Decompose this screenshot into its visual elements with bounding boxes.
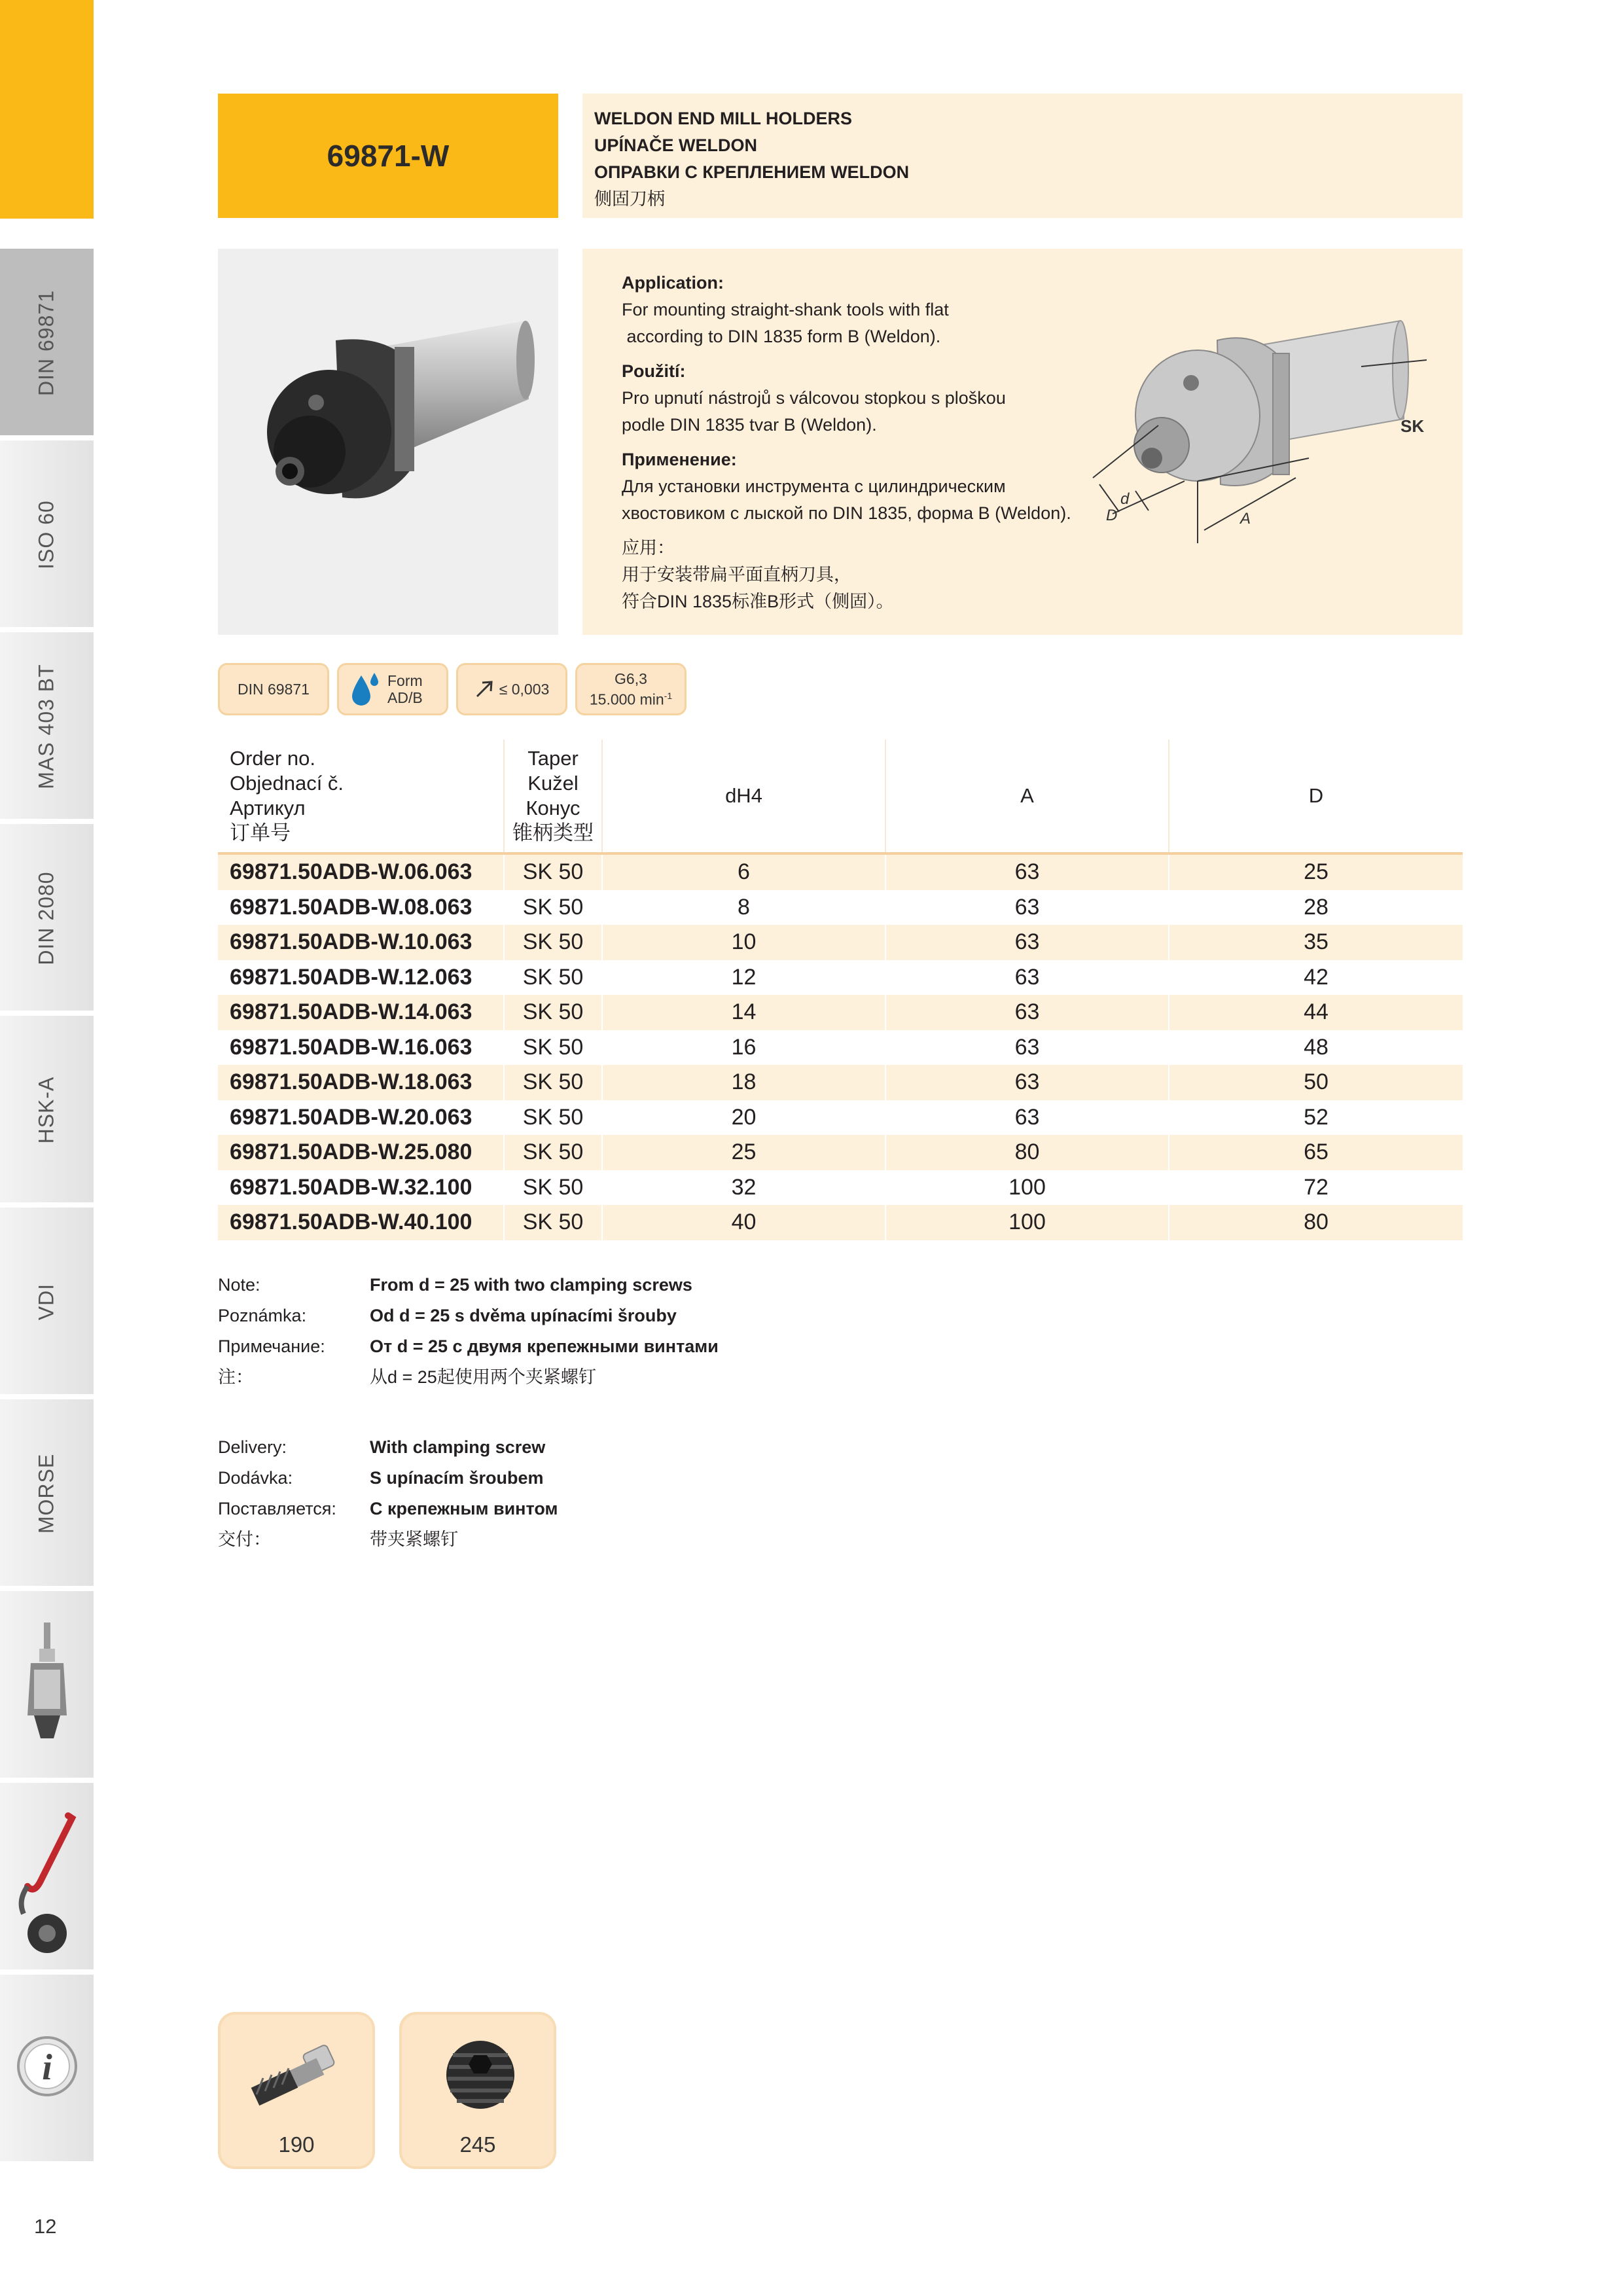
- cell-taper: SK 50: [504, 1205, 602, 1240]
- cell-dh4: 16: [602, 1030, 885, 1066]
- cell-d: 72: [1304, 1174, 1329, 1200]
- cell-dh4: 18: [602, 1065, 885, 1100]
- cell-dh4: 25: [602, 1135, 885, 1170]
- dimension-label-a: A: [1240, 510, 1251, 528]
- cell-order-no: 69871.50ADB-W.18.063: [218, 1065, 504, 1100]
- badge-balance-speed: 15.000 min: [589, 691, 664, 708]
- sidebar-tab-din-69871[interactable]: [0, 247, 94, 435]
- table-header-row: [218, 740, 1463, 853]
- note-value-ru: От d = 25 с двумя крепежными винтами: [370, 1336, 719, 1356]
- delivery-value-cz: S upínacím šroubem: [370, 1468, 544, 1488]
- cell-order-no: 69871.50ADB-W.08.063: [218, 890, 504, 925]
- product-code: 69871-W: [327, 139, 450, 173]
- cell-a: 80: [885, 1135, 1169, 1170]
- accessory-number: 190: [278, 2132, 315, 2157]
- delivery-label-ru: Поставляется:: [218, 1499, 336, 1518]
- cell-d: 35: [1304, 929, 1329, 955]
- sidebar-tab-hsk-a[interactable]: [0, 1014, 94, 1202]
- badge-form-line1: Form: [387, 672, 423, 689]
- cell-taper: SK 50: [504, 1030, 602, 1066]
- dimension-label-small-d: d: [1120, 490, 1130, 508]
- technical-drawing: [1086, 268, 1453, 609]
- note-label-zh: 注：: [218, 1367, 253, 1387]
- cell-a: 63: [885, 960, 1169, 996]
- cell-a: 100: [885, 1170, 1169, 1206]
- sidebar-tab-label: MAS 403 BT: [34, 664, 58, 789]
- sidebar-tab-mas-403-bt[interactable]: [0, 630, 94, 819]
- delivery-section: [218, 1432, 558, 1555]
- application-panel: [582, 249, 1463, 635]
- sidebar-tab-info[interactable]: [0, 1973, 94, 2161]
- column-header-dh4: dH4: [602, 740, 885, 853]
- header-order-cz: Objednací č.: [230, 772, 344, 795]
- cell-order-no: 69871.50ADB-W.06.063: [218, 853, 504, 890]
- cell-order-no: 69871.50ADB-W.20.063: [218, 1100, 504, 1136]
- cell-dh4: 8: [602, 890, 885, 925]
- application-text-cz: podle DIN 1835 tvar B (Weldon).: [622, 415, 877, 435]
- header-taper-en: Taper: [527, 747, 579, 770]
- sidebar-tab-morse[interactable]: [0, 1397, 94, 1586]
- application-text-ru: Для установки инструмента с цилиндрическим: [622, 476, 1006, 496]
- cell-taper: SK 50: [504, 995, 602, 1030]
- note-value-en: From d = 25 with two clamping screws: [370, 1275, 692, 1295]
- note-label-en: Note:: [218, 1275, 260, 1295]
- header-order-en: Order no.: [230, 747, 315, 770]
- application-heading-ru: Применение:: [622, 450, 737, 469]
- header-order-zh: 订单号: [230, 821, 291, 844]
- sidebar-tab-label: ISO 60: [34, 500, 58, 569]
- svg-text:i: i: [42, 2047, 52, 2088]
- table-row: [218, 1205, 1463, 1240]
- cell-order-no: 69871.50ADB-W.12.063: [218, 960, 504, 996]
- badge-runout-text: ≤ 0,003: [499, 680, 550, 698]
- badge-balance: [575, 663, 687, 715]
- cell-a: 63: [885, 1065, 1169, 1100]
- cell-d: 44: [1304, 999, 1329, 1025]
- dimension-label-big-d: D: [1106, 507, 1118, 524]
- sidebar-tab-label: HSK-A: [34, 1076, 58, 1144]
- cell-taper: SK 50: [504, 1065, 602, 1100]
- coolant-drop-icon: [349, 670, 381, 708]
- cell-taper: SK 50: [504, 1170, 602, 1206]
- delivery-label-zh: 交付：: [218, 1530, 271, 1549]
- table-row: [218, 925, 1463, 960]
- table-row: [218, 960, 1463, 996]
- badge-form: [337, 663, 448, 715]
- product-code-box: [218, 94, 558, 218]
- application-heading-cz: Použití:: [622, 361, 686, 381]
- cell-dh4: 20: [602, 1100, 885, 1136]
- badge-balance-grade: G6,3: [615, 670, 647, 688]
- application-text-cz: Pro upnutí nástrojů s válcovou stopkou s ploškou: [622, 388, 1006, 408]
- cell-dh4: 6: [602, 853, 885, 890]
- wrench-nut-icon: [14, 1809, 80, 1960]
- application-text-en: according to DIN 1835 form B (Weldon).: [622, 327, 941, 346]
- note-value-zh: 从d = 25起使用两个夹紧螺钉: [370, 1367, 596, 1387]
- delivery-value-en: With clamping screw: [370, 1437, 546, 1457]
- table-row: [218, 853, 1463, 890]
- sidebar-tab-accessories[interactable]: [0, 1781, 94, 1969]
- cell-dh4: 12: [602, 960, 885, 996]
- title-cz: UPÍNAČE WELDON: [594, 135, 757, 155]
- table-row: [218, 995, 1463, 1030]
- cell-dh4: 10: [602, 925, 885, 960]
- application-heading-en: Application:: [622, 273, 724, 293]
- cell-taper: SK 50: [504, 890, 602, 925]
- cell-d: 25: [1304, 859, 1329, 885]
- badge-balance-unit-exponent: -1: [664, 691, 673, 702]
- application-text-en: For mounting straight-shank tools with flat: [622, 300, 949, 319]
- delivery-value-zh: 带夹紧螺钉: [370, 1530, 458, 1549]
- product-photo: [218, 249, 558, 635]
- cell-d: 50: [1304, 1069, 1329, 1095]
- sidebar-tab-label: VDI: [34, 1283, 58, 1321]
- runout-arrow-icon: [474, 679, 494, 699]
- accessory-card-set-screw[interactable]: [399, 2012, 556, 2169]
- cell-order-no: 69871.50ADB-W.40.100: [218, 1205, 504, 1240]
- delivery-label-en: Delivery:: [218, 1437, 287, 1457]
- column-header-taper: [504, 740, 602, 853]
- badge-standard-text: DIN 69871: [238, 680, 310, 698]
- column-header-order-no: [218, 740, 504, 853]
- sidebar-accent-block: [0, 0, 94, 219]
- cell-a: 100: [885, 1205, 1169, 1240]
- cell-order-no: 69871.50ADB-W.25.080: [218, 1135, 504, 1170]
- drill-chuck-icon: [14, 1617, 80, 1755]
- cell-d: 65: [1304, 1139, 1329, 1165]
- header-taper-ru: Конус: [526, 797, 580, 819]
- application-text-ru: хвостовиком с лыской по DIN 1835, форма B (Weldon).: [622, 503, 1071, 523]
- application-heading-zh: 应用：: [622, 538, 675, 558]
- delivery-value-ru: С крепежным винтом: [370, 1499, 558, 1518]
- cell-taper: SK 50: [504, 960, 602, 996]
- column-header-d: D: [1308, 784, 1324, 807]
- accessory-number: 245: [459, 2132, 496, 2157]
- cell-order-no: 69871.50ADB-W.10.063: [218, 925, 504, 960]
- application-text-zh: 用于安装带扁平面直柄刀具，: [622, 565, 851, 584]
- note-section: [218, 1270, 719, 1393]
- cell-a: 63: [885, 890, 1169, 925]
- title-zh: 侧固刀柄: [594, 189, 665, 209]
- note-value-cz: Od d = 25 s dvěma upínacími šrouby: [370, 1306, 677, 1325]
- cell-taper: SK 50: [504, 925, 602, 960]
- sidebar-tab-iso-60[interactable]: [0, 439, 94, 627]
- table-row: [218, 890, 1463, 925]
- set-screw-icon: [421, 2029, 539, 2127]
- cell-d: 42: [1304, 964, 1329, 990]
- cell-a: 63: [885, 1030, 1169, 1066]
- cell-dh4: 32: [602, 1170, 885, 1206]
- sidebar-tab-din-2080[interactable]: [0, 822, 94, 1011]
- cell-d: 80: [1304, 1210, 1329, 1235]
- cell-order-no: 69871.50ADB-W.14.063: [218, 995, 504, 1030]
- table-row: [218, 1100, 1463, 1136]
- delivery-label-cz: Dodávka:: [218, 1468, 293, 1488]
- cell-dh4: 40: [602, 1205, 885, 1240]
- cell-a: 63: [885, 995, 1169, 1030]
- header-taper-zh: 锥柄类型: [512, 821, 594, 844]
- badge-form-line2: AD/B: [387, 689, 423, 706]
- badge-standard: [218, 663, 329, 715]
- product-title-box: [582, 94, 1463, 218]
- cell-taper: SK 50: [504, 1135, 602, 1170]
- sidebar-tab-label: DIN 69871: [34, 290, 58, 396]
- note-label-ru: Примечание:: [218, 1336, 325, 1356]
- table-row: [218, 1030, 1463, 1066]
- cell-taper: SK 50: [504, 1100, 602, 1136]
- product-table: [218, 740, 1463, 1240]
- table-row: [218, 1170, 1463, 1206]
- pull-stud-icon: [240, 2029, 358, 2127]
- page-number: 12: [34, 2215, 57, 2238]
- cell-d: 52: [1304, 1104, 1329, 1130]
- cell-a: 63: [885, 853, 1169, 890]
- cell-taper: SK 50: [504, 853, 602, 890]
- sidebar-tab-drill-chucks[interactable]: [0, 1589, 94, 1778]
- cell-a: 63: [885, 925, 1169, 960]
- dimension-label-sk: SK: [1400, 416, 1425, 436]
- column-header-a: A: [885, 740, 1169, 853]
- cell-a: 63: [885, 1100, 1169, 1136]
- note-label-cz: Poznámka:: [218, 1306, 307, 1325]
- application-text-zh: 符合DIN 1835标准B形式（侧固）。: [622, 592, 894, 611]
- cell-order-no: 69871.50ADB-W.32.100: [218, 1170, 504, 1206]
- sidebar-tab-vdi[interactable]: [0, 1206, 94, 1394]
- info-icon: [14, 2020, 80, 2112]
- cell-d: 48: [1304, 1034, 1329, 1060]
- header-taper-cz: Kužel: [527, 772, 579, 795]
- tool-holder-image: [218, 249, 558, 635]
- sidebar-tab-label: MORSE: [34, 1453, 58, 1534]
- header-order-ru: Артикул: [230, 797, 306, 819]
- application-text: [622, 270, 1080, 615]
- cell-order-no: 69871.50ADB-W.16.063: [218, 1030, 504, 1066]
- table-row: [218, 1065, 1463, 1100]
- sidebar-tab-label: DIN 2080: [34, 871, 58, 965]
- cell-d: 28: [1304, 894, 1329, 920]
- accessory-card-pull-stud[interactable]: [218, 2012, 375, 2169]
- badge-runout: [456, 663, 567, 715]
- table-row: [218, 1135, 1463, 1170]
- cell-dh4: 14: [602, 995, 885, 1030]
- title-en: WELDON END MILL HOLDERS: [594, 109, 852, 128]
- title-ru: ОПРАВКИ С КРЕПЛЕНИЕМ WELDON: [594, 162, 910, 182]
